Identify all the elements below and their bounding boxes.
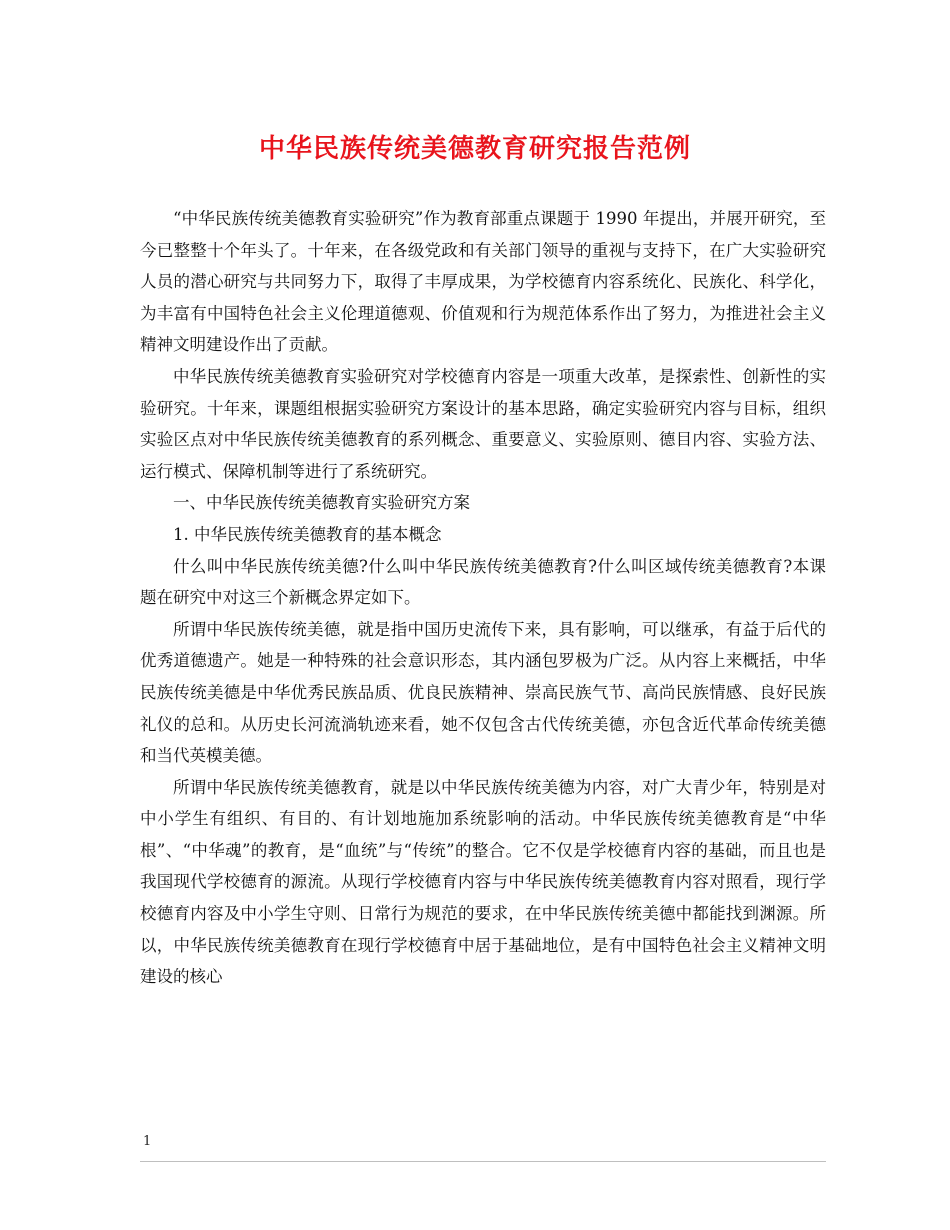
footer-divider xyxy=(140,1161,826,1162)
paragraph-definition-education: 所谓中华民族传统美德教育，就是以中华民族传统美德为内容，对广大青少年，特别是对中小学生有组织、有目的、有计划地施加系统影响的活动。中华民族传统美德教育是“中华根”、“中华魂”的教育，是“血统”与“传统”的整合。它不仅是学校德育内容的基础，而且也是我国现代学校德育的源流。从现行学校德育内容与中华民族传统美德教育内容对照看，现行学校德育内容及中小学生守则、日常行为规范的要求，在中华民族传统美德中都能找到渊源。所以，中华民族传统美德教育在现行学校德育中居于基础地位，是有中国特色社会主义精神文明建设的核心 xyxy=(140,777,826,987)
paragraph-reform: 中华民族传统美德教育实验研究对学校德育内容是一项重大改革，是探索性、创新性的实验研究。十年来，课题组根据实验研究方案设计的基本思路，确定实验研究内容与目标，组织实验区点对中华民族传统美德教育的系列概念、重要意义、实验原则、德目内容、实验方法、运行模式、保障机制等进行了系统研究。 xyxy=(140,366,826,481)
paragraph-intro: “中华民族传统美德教育实验研究”作为教育部重点课题于 1990 年提出，并展开研究，至今已整整十个年头了。十年来，在各级党政和有关部门领导的重视与支持下，在广大实验研究人员的潜心研究与共同努力下，取得了丰厚成果，为学校德育内容系统化、民族化、科学化，为丰富有中国特色社会主义伦理道德观、价值观和行为规范体系作出了努力，为推进社会主义精神文明建设作出了贡献。 xyxy=(140,209,826,355)
paragraph-questions: 什么叫中华民族传统美德?什么叫中华民族传统美德教育?什么叫区域传统美德教育?本课题在研究中对这三个新概念界定如下。 xyxy=(140,556,826,608)
section-heading: 一、中华民族传统美德教育实验研究方案 xyxy=(173,493,470,513)
subsection-heading: 1. 中华民族传统美德教育的基本概念 xyxy=(173,524,442,544)
paragraph-definition-virtue: 所谓中华民族传统美德，就是指中国历史流传下来，具有影响，可以继承，有益于后代的优秀道德遗产。她是一种特殊的社会意识形态，其内涵包罗极为广泛。从内容上来概括，中华民族传统美德是中华优秀民族品质、优良民族精神、崇高民族气节、高尚民族情感、良好民族礼仪的总和。从历史长河流淌轨迹来看，她不仅包含古代传统美德，亦包含近代革命传统美德和当代英模美德。 xyxy=(140,619,826,766)
document-title: 中华民族传统美德教育研究报告范例 xyxy=(258,134,691,164)
document-body xyxy=(140,203,826,993)
page-number: 1 xyxy=(143,1134,152,1149)
